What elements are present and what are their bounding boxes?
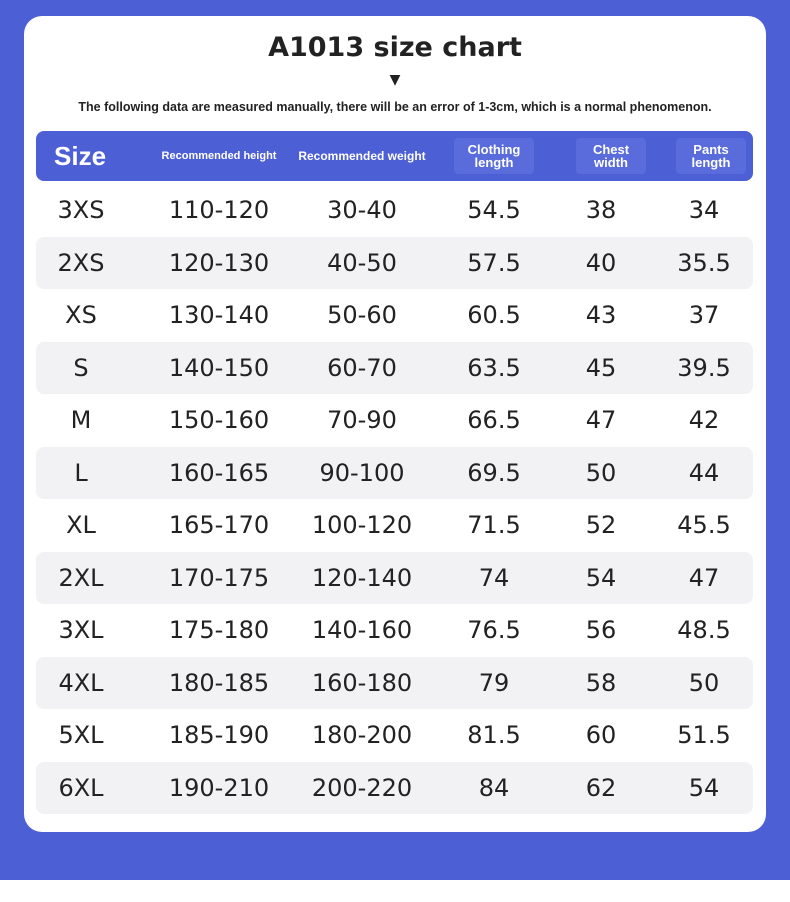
header-chest-line1: Chest: [592, 142, 630, 157]
cell-height: 160-165: [168, 458, 270, 487]
cell-clothing-length: 66.5: [467, 406, 521, 435]
cell-weight: 120-140: [311, 563, 413, 592]
cell-height: 175-180: [168, 616, 270, 645]
size-chart-card: [24, 16, 766, 832]
cell-height: 140-150: [168, 353, 270, 382]
cell-clothing-length: 63.5: [467, 353, 521, 382]
cell-pants-length: 50: [688, 668, 720, 697]
cell-size: 3XL: [58, 616, 104, 645]
cell-height: 130-140: [168, 301, 270, 330]
table-row: [36, 289, 753, 342]
cell-height: 185-190: [168, 721, 270, 750]
cell-height: 190-210: [168, 773, 270, 802]
cell-chest-width: 43: [585, 301, 617, 330]
cell-size: M: [70, 406, 92, 435]
table-row: [36, 499, 753, 552]
cell-weight: 30-40: [327, 196, 397, 225]
header-size: Size: [54, 140, 107, 171]
cell-pants-length: 39.5: [677, 353, 731, 382]
cell-chest-width: 60: [585, 721, 617, 750]
cell-height: 110-120: [168, 196, 270, 225]
table-row: [36, 184, 753, 237]
measurement-note: The following data are measured manually, there will be an error of 1-3cm, which is a normal phenomenon.: [78, 100, 712, 114]
header-pants-line2: length: [691, 155, 731, 170]
cell-pants-length: 42: [688, 406, 720, 435]
cell-chest-width: 50: [585, 458, 617, 487]
table-row: [36, 394, 753, 447]
cell-chest-width: 62: [585, 773, 617, 802]
cell-weight: 90-100: [319, 458, 405, 487]
cell-weight: 180-200: [311, 721, 413, 750]
cell-chest-width: 56: [585, 616, 617, 645]
cell-clothing-length: 57.5: [467, 248, 521, 277]
cell-size: 5XL: [58, 721, 104, 750]
table-row: [36, 447, 753, 500]
table-header: [36, 131, 753, 181]
cell-weight: 100-120: [311, 511, 413, 540]
cell-pants-length: 35.5: [677, 248, 731, 277]
cell-pants-length: 51.5: [677, 721, 731, 750]
cell-pants-length: 47: [688, 563, 720, 592]
cell-weight: 40-50: [327, 248, 397, 277]
cell-weight: 60-70: [327, 353, 397, 382]
cell-chest-width: 40: [585, 248, 617, 277]
cell-size: 2XS: [57, 248, 105, 277]
table-row: [36, 657, 753, 710]
cell-chest-width: 47: [585, 406, 617, 435]
cell-clothing-length: 54.5: [467, 196, 521, 225]
cell-clothing-length: 71.5: [467, 511, 521, 540]
cell-clothing-length: 69.5: [467, 458, 521, 487]
cell-chest-width: 52: [585, 511, 617, 540]
cell-weight: 70-90: [327, 406, 397, 435]
cell-chest-width: 38: [585, 196, 617, 225]
cell-clothing-length: 79: [478, 668, 510, 697]
cell-clothing-length: 84: [478, 773, 510, 802]
cell-clothing-length: 76.5: [467, 616, 521, 645]
cell-clothing-length: 60.5: [467, 301, 521, 330]
cell-weight: 50-60: [327, 301, 397, 330]
table-row: [36, 342, 753, 395]
cell-size: 4XL: [58, 668, 104, 697]
cell-chest-width: 54: [585, 563, 617, 592]
cell-size: 6XL: [58, 773, 104, 802]
cell-weight: 200-220: [311, 773, 413, 802]
cell-size: XL: [66, 511, 96, 540]
header-recommended-weight: Recommended weight: [298, 149, 426, 163]
header-clothing-line1: Clothing: [467, 142, 521, 157]
table-row: [36, 762, 753, 815]
cell-height: 150-160: [168, 406, 270, 435]
cell-pants-length: 45.5: [677, 511, 731, 540]
cell-pants-length: 44: [688, 458, 720, 487]
header-clothing-line2: length: [474, 155, 514, 170]
cell-size: 3XS: [57, 196, 105, 225]
table-row: [36, 552, 753, 605]
header-chest-width: [576, 138, 646, 174]
cell-clothing-length: 81.5: [467, 721, 521, 750]
cell-height: 180-185: [168, 668, 270, 697]
header-pants-line1: Pants: [693, 142, 729, 157]
header-pants-length: [676, 138, 746, 174]
cell-size: S: [73, 353, 89, 382]
cell-weight: 160-180: [311, 668, 413, 697]
cell-pants-length: 34: [688, 196, 720, 225]
cell-size: XS: [65, 301, 97, 330]
page-title: A1013 size chart: [268, 32, 522, 63]
down-arrow-icon: ▼: [389, 72, 401, 88]
cell-chest-width: 45: [585, 353, 617, 382]
table-row: [36, 237, 753, 290]
cell-pants-length: 48.5: [677, 616, 731, 645]
table-row: [36, 709, 753, 762]
cell-size: 2XL: [58, 563, 104, 592]
table-row: [36, 604, 753, 657]
cell-pants-length: 54: [688, 773, 720, 802]
header-chest-line2: width: [594, 155, 628, 170]
cell-height: 165-170: [168, 511, 270, 540]
header-recommended-height: Recommended height: [161, 150, 277, 162]
size-table-body: [36, 184, 753, 814]
cell-weight: 140-160: [311, 616, 413, 645]
cell-clothing-length: 74: [478, 563, 510, 592]
cell-height: 120-130: [168, 248, 270, 277]
header-clothing-length: [454, 138, 534, 174]
cell-pants-length: 37: [688, 301, 720, 330]
cell-height: 170-175: [168, 563, 270, 592]
cell-chest-width: 58: [585, 668, 617, 697]
cell-size: L: [74, 458, 88, 487]
